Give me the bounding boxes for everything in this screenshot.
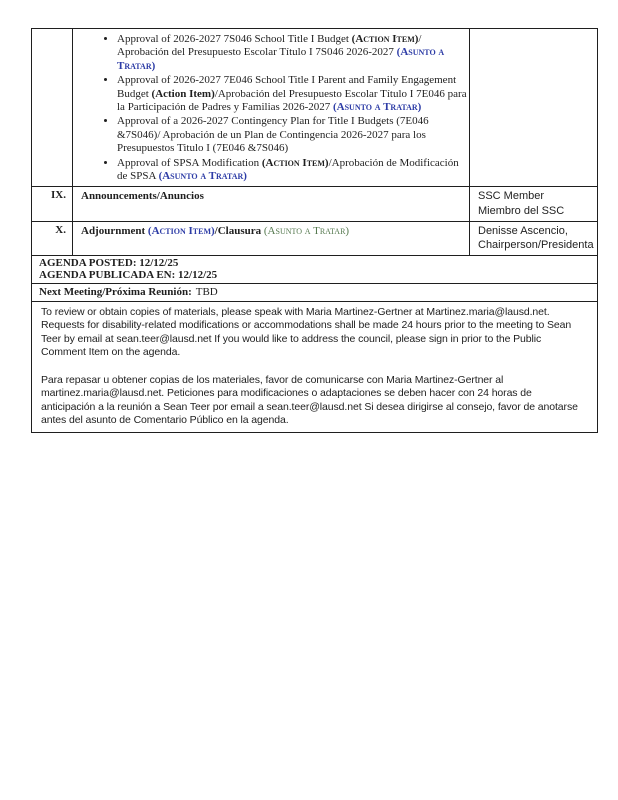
text-line: SSC Member [478, 190, 545, 203]
next-meeting-label: Next Meeting/Próxima Reunión: [39, 286, 192, 299]
text-line: Chairperson/Presidenta [478, 239, 594, 252]
agenda-item-title [81, 189, 469, 203]
text-segment: Announcements/Anuncios [81, 190, 204, 203]
text-segment: (Action Item) [351, 33, 419, 45]
next-meeting-row [32, 283, 597, 301]
item-numeral: X. [32, 222, 73, 255]
text-line: AGENDA POSTED: 12/12/25 [39, 256, 179, 269]
text-segment: Adjournment [81, 224, 148, 237]
text-segment: Approval of 2026-2027 7E046 School Title I Parent and Family Engagement Budget [117, 74, 457, 100]
presenter-cell-empty [470, 29, 597, 186]
text-segment: /Aprobación de Modificación de SPSA [117, 156, 459, 183]
text-segment: /Aprobación del Presupuesto Escolar Título I 7E046 para la Participación de Padres y Familias 2026-2027 [117, 87, 467, 114]
text-segment: (Action Item) [261, 156, 329, 169]
agenda-item-cell [73, 222, 470, 255]
agenda-bullets-cell [73, 29, 470, 186]
text-segment: Approval of SPSA Modification [117, 156, 262, 169]
agenda-posted-row [32, 255, 597, 284]
agenda-table [31, 28, 598, 433]
item-numeral-cell-empty [32, 29, 73, 186]
agenda-bullets-row [32, 29, 597, 186]
footer-notice-block [32, 301, 597, 432]
presenter-cell [470, 187, 597, 220]
text-segment: (Action Item) [147, 224, 215, 237]
text-line: AGENDA PUBLICADA EN: 12/12/25 [39, 268, 218, 281]
agenda-bullet-item [117, 33, 469, 73]
presenter-cell [470, 222, 597, 255]
text-segment: (Asunto a Tratar) [158, 170, 247, 183]
footer-paragraph-english: To review or obtain copies of materials, please speak with Maria Martinez-Gertner at Martinez.maria@lausd.net. Requests for disability-related modifications or accommodations shall be made 24 hours prior to the meeting to Sean Teer by email at sean.teer@lausd.net If you would like to address the council, please sign in prior to the Public Comment Item on the agenda. [41, 305, 572, 358]
text-segment: (Asunto a Tratar) [117, 46, 445, 72]
item-numeral: IX. [32, 187, 73, 220]
agenda-bullet-item [117, 115, 469, 155]
text-segment: (Asunto a Tratar) [332, 101, 422, 114]
bullet-list [81, 33, 469, 183]
text-segment: Approval of 2026-2027 7S046 School Title I Budget [117, 33, 352, 45]
next-meeting-value: TBD [195, 286, 218, 299]
agenda-bullet-item [117, 74, 469, 114]
text-segment: /Clausura [214, 224, 264, 237]
text-segment: (Asunto a Tratar) [263, 224, 350, 237]
agenda-row-x [32, 221, 597, 255]
text-line: Miembro del SSC [478, 205, 565, 218]
agenda-item-cell [73, 187, 470, 220]
agenda-item-title [81, 224, 469, 238]
agenda-bullet-item [117, 157, 469, 184]
agenda-row-ix [32, 186, 597, 220]
text-line: Denisse Ascencio, [478, 224, 568, 237]
text-segment: (Action Item) [151, 87, 215, 100]
text-segment: Approval of a 2026-2027 Contingency Plan for Title I Budgets (7E046 &7S046)/ Aprobación de un Plan de Contingencia 2026-2027 para los Presupuestos Titulo I (7E046 &7S046) [117, 115, 429, 155]
text-segment: / Aprobación del Presupuesto Escolar Título I 7S046 2026-2027 [117, 33, 422, 59]
footer-paragraph-spanish: Para repasar u obtener copias de los materiales, favor de comunicarse con Maria Martinez-Gertner al martinez.maria@lausd.net. Peticiones para modificaciones o adaptaciones se deben hacer con 24 horas de anticipación a la reunión a Sean Teer por email a sean.teer@lausd.net Si desea dirigirse al consejo, favor de anotarse antes del asunto de Comentario Público en la agenda. [41, 374, 578, 427]
